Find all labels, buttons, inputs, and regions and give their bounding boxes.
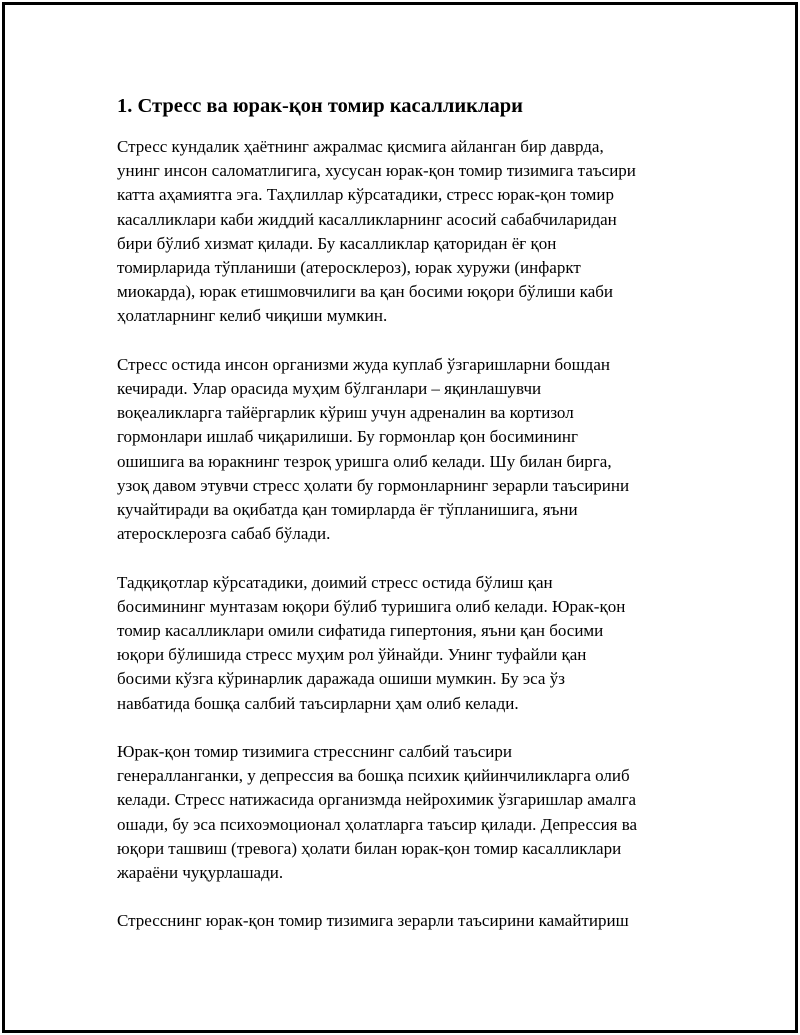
- text-line: Тадқиқотлар кўрсатадики, доимий стресс остида бўлиш қан: [117, 572, 553, 592]
- paragraph-5: [117, 909, 697, 933]
- text-line: узоқ давом этувчи стресс ҳолати бу гормонларнинг зерарли таъсирини: [117, 475, 630, 495]
- text-line: Юрак-қон томир тизимига стресснинг салбий таъсири: [117, 742, 512, 762]
- text-line: юқори ташвиш (тревога) ҳолати билан юрак-қон томир касалликлари: [117, 838, 622, 858]
- paragraph-4: [117, 740, 697, 885]
- paragraph-1: [117, 135, 697, 329]
- text-line: ошади, бу эса психоэмоционал ҳолатларга таъсир қилади. Депрессия ва: [117, 814, 638, 834]
- text-line: унинг инсон саломатлигига, хусусан юрак-қон томир тизимига таъсири: [117, 161, 636, 181]
- text-line: босимининг мунтазам юқори бўлиб туришига олиб келади. Юрак-қон: [117, 596, 626, 616]
- text-line: Стресс остида инсон организми жуда куплаб ўзгаришларни бошдан: [117, 354, 610, 374]
- text-line: Стресс кундалик ҳаётнинг ажралмас қисмига айланган бир даврда,: [117, 137, 604, 156]
- text-line: томир касалликлари омили сифатида гипертония, яъни қан босими: [117, 621, 604, 641]
- text-line: ошишига ва юракнинг тезроқ уришга олиб келади. Шу билан бирга,: [117, 451, 612, 471]
- text-line: ҳолатларнинг келиб чиқиши мумкин.: [117, 306, 388, 326]
- text-line: атеросклерозга сабаб бўлади.: [117, 524, 331, 544]
- text-line: воқеаликларга тайёргарлик кўриш учун адреналин ва кортизол: [117, 403, 574, 423]
- text-line: Стресснинг юрак-қон томир тизимига зерарли таъсирини камайтириш: [117, 911, 629, 931]
- text-line: навбатида бошқа салбий таъсирларни ҳам олиб келади.: [117, 693, 519, 713]
- text-line: келади. Стресс натижасида организмда нейрохимик ўзгаришлар амалга: [117, 790, 637, 810]
- text-line: босими кўзга кўринарлик даражада ошиши мумкин. Бу эса ўз: [117, 669, 565, 689]
- text-line: катта аҳамиятга эга. Таҳлиллар кўрсатадики, стресс юрак-қон томир: [117, 185, 615, 205]
- text-line: томирларида тўпланиши (атеросклероз), юрак хуружи (инфаркт: [117, 258, 581, 278]
- text-line: бири бўлиб хизмат қилади. Бу касалликлар қаторидан ёғ қон: [117, 233, 557, 253]
- text-line: кечиради. Улар орасида муҳим бўлганлари – яқинлашувчи: [117, 379, 542, 399]
- paragraph-2: [117, 353, 697, 547]
- text-line: кучайтиради ва оқибатда қан томирларда ёғ тўпланишига, яъни: [117, 500, 578, 520]
- text-line: генералланганки, у депрессия ва бошқа психик қийинчиликларга олиб: [117, 766, 630, 786]
- text-line: жараёни чуқурлашади.: [117, 863, 284, 883]
- paragraph-3: [117, 571, 697, 716]
- text-line: гормонлари ишлаб чиқарилиши. Бу гормонлар қон босимининг: [117, 427, 578, 447]
- text-line: миокарда), юрак етишмовчилиги ва қан босими юқори бўлиши каби: [117, 282, 613, 302]
- section-heading: 1. Стресс ва юрак-қон томир касалликлари: [117, 95, 523, 117]
- document-body: [117, 93, 697, 958]
- text-line: юқори бўлишида стресс муҳим рол ўйнайди. Унинг туфайли қан: [117, 645, 587, 665]
- text-line: касалликлари каби жиддий касалликларнинг асосий сабабчиларидан: [117, 209, 617, 229]
